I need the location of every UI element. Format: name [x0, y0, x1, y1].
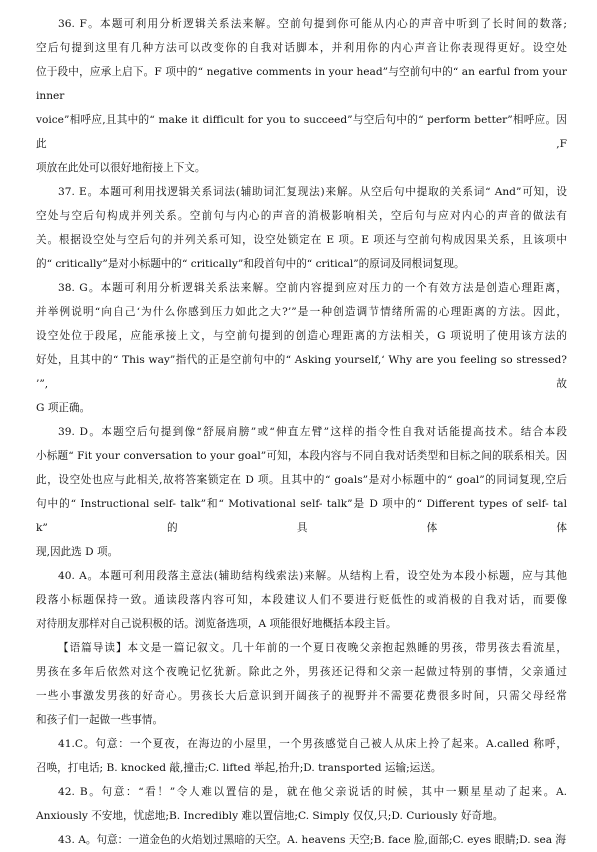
- text-line: 39. D。本题空后句提到像“舒展肩膀”或“伸直左臂”这样的指令性自我对话能提高技术。结合本段: [58, 426, 567, 438]
- text-line: voice”相呼应,且其中的“ make it difficult for you to succeed”与空后句中的“ perform better”相呼应。因此,F: [36, 114, 567, 150]
- text-line: 好处，且其中的“ This way”指代的正是空前句中的“ Asking yourself,‘ Why are you feeling so stressed? ’”,故: [36, 354, 567, 390]
- text-line: 37. E。本题可利用找逻辑关系词法(辅助词汇复现法)来解。从空后句中提取的关系词“ And”可知，设: [58, 186, 567, 198]
- text-line: 项放在此处可以很好地衔接上下文。: [36, 162, 206, 174]
- text-line: 一些小事激发男孩的好奇心。男孩长大后意识到开阔孩子的视野并不需要花费很多时间，只需父母经常: [36, 690, 567, 702]
- text-line: 41.C。句意：一个夏夜，在海边的小屋里，一个男孩感觉自己被人从床上拎了起来。A.called 称呼，: [58, 738, 567, 750]
- text-line: 现,因此选 D 项。: [36, 546, 119, 558]
- paragraph-q40: [36, 564, 567, 636]
- text-line: 关。根据设空处与空后句的并列关系可知，设空处锁定在 E 项。E 项还与空前句构成因果关系，且该项中: [36, 234, 567, 246]
- paragraph-q37: [36, 180, 567, 276]
- text-line: 位于段中，应承上启下。F 项中的“ negative comments in your head”与空前句中的“ an earful from your inner: [36, 66, 567, 102]
- paragraph-q39: [36, 420, 567, 564]
- text-line: 设空处位于段尾，应能承接上文，与空前句提到的创造心理距离的方法相关，G 项说明了使用该方法的: [36, 330, 567, 342]
- text-line: 的“ critically”是对小标题中的“ critically”和段首句中的“ critical”的原词及同根词复现。: [36, 258, 465, 270]
- text-line: 空处与空后句构成并列关系。空前句与内心的声音的消极影响相关，空后句与应对内心的声音的做法有: [36, 210, 567, 222]
- paragraph-q43: [36, 828, 567, 852]
- text-line: 句中的“ Instructional self- talk”和“ Motivational self- talk”是 D 项中的“ Different types of self- talk”的具体体: [36, 498, 567, 534]
- text-line: 36. F。本题可利用分析逻辑关系法来解。空前句提到你可能从内心的声音中听到了长时间的数落;: [58, 18, 567, 30]
- text-line: 和孩子们一起做一些事情。: [36, 714, 164, 726]
- text-line: 并举例说明“向自己‘为什么你感到压力如此之大?’”是一种创造调节情绪所需的心理距离的方法。因此，: [36, 306, 567, 318]
- text-line: 43. A。句意：一道金色的火焰划过黑暗的天空。A. heavens 天空;B. face 脸,面部;C. eyes 眼睛;D. sea 海: [58, 834, 567, 846]
- text-line: 此，设空处也应与此相关,故将答案锁定在 D 项。且其中的“ goals”是对小标题中的“ goal”的同词复现,空后: [36, 474, 567, 486]
- text-line: Anxiously 不安地，忧虑地;B. Incredibly 难以置信地;C. Simply 仅仅,只;D. Curiously 好奇地。: [36, 810, 504, 822]
- text-line: 男孩在多年后依然对这个夜晚记忆犹新。除此之外，男孩还记得和父亲一起做过特别的事情，父亲通过: [36, 666, 567, 678]
- text-line: 38. G。本题可利用分析逻辑关系法来解。空前内容提到应对压力的一个有效方法是创造心理距离，: [58, 282, 567, 294]
- text-line: G 项正确。: [36, 402, 91, 414]
- text-line: 小标题“ Fit your conversation to your goal”可知，本段内容与不同自我对话类型和目标之间的联系相关。因: [36, 450, 568, 462]
- text-line: 对待朋友那样对自己说积极的话。浏览备选项，A 项能很好地概括本段主旨。: [36, 618, 397, 630]
- text-line: 【语篇导读】本文是一篇记叙文。几十年前的一个夏日夜晚父亲抱起熟睡的男孩，带男孩去看流星，: [58, 642, 567, 654]
- answer-explanations: [36, 12, 567, 852]
- paragraph-q36: [36, 12, 567, 180]
- text-line: 段落小标题保持一致。通读段落内容可知，本段建议人们不要进行贬低性的或消极的自我对话，而要像: [36, 594, 567, 606]
- paragraph-guide: [36, 636, 567, 732]
- paragraph-q41: [36, 732, 567, 780]
- text-line: 召唤，打电话; B. knocked 敲,撞击;C. lifted 举起,抬升;D. transported 运输;运送。: [36, 762, 442, 774]
- paragraph-q42: [36, 780, 567, 828]
- text-line: 空后句提到这里有几种方法可以改变你的自我对话脚本，并利用你的内心声音让你表现得更好。设空处: [36, 42, 567, 54]
- text-line: 42. B。句意：“看！”令人难以置信的是，就在他父亲说话的时候，其中一颗星星动了起来。A.: [58, 786, 567, 798]
- text-line: 40. A。本题可利用段落主意法(辅助结构线索法)来解。从结构上看，设空处为本段小标题，应与其他: [58, 570, 567, 582]
- paragraph-q38: [36, 276, 567, 420]
